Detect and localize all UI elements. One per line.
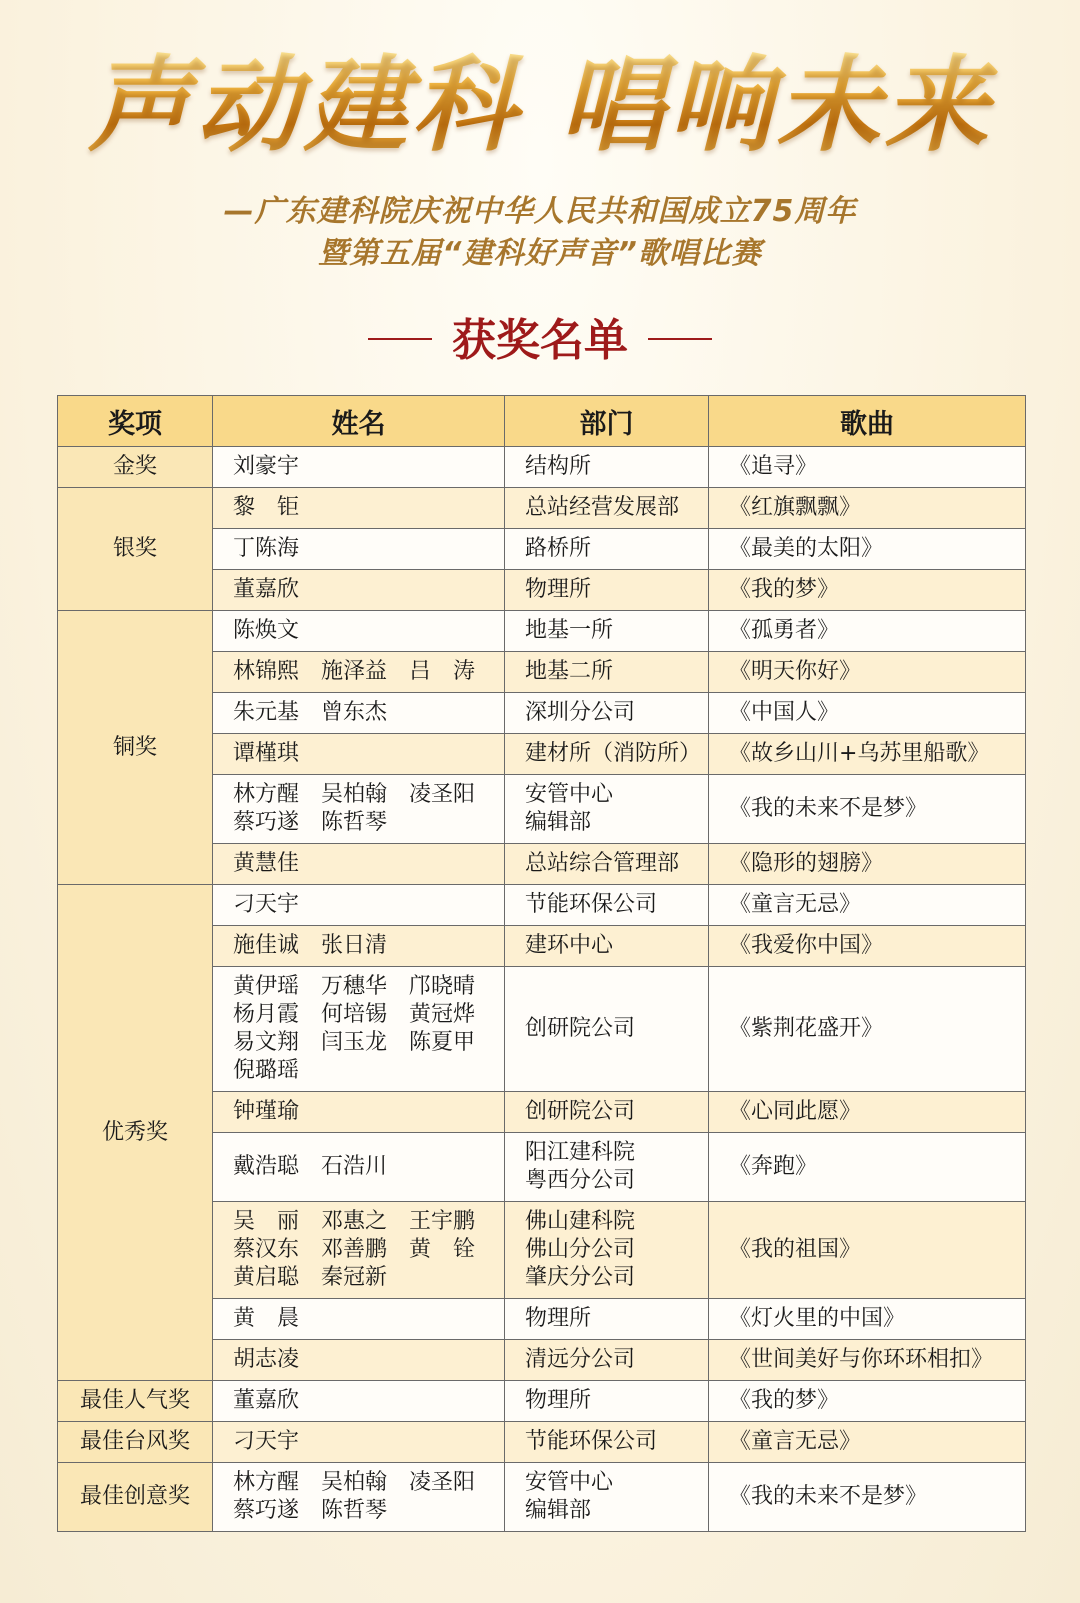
department-cell [505, 652, 709, 693]
name-cell [213, 885, 505, 926]
department-cell [505, 447, 709, 488]
name-cell [213, 447, 505, 488]
table-row [58, 1381, 1026, 1422]
name-line: 杨月霞 何培锡 黄冠烨 [233, 1002, 476, 1027]
name-cell [213, 1422, 505, 1463]
name-line: 黄慧佳 [233, 851, 300, 876]
department-cell [505, 570, 709, 611]
table-header-row [58, 396, 1026, 447]
header-song: 歌曲 [709, 396, 1026, 447]
song-cell: 《明天你好》 [709, 652, 1026, 693]
song-cell: 《我爱你中国》 [709, 926, 1026, 967]
table-row [58, 1422, 1026, 1463]
list-heading [0, 304, 1080, 368]
name-cell [213, 611, 505, 652]
name-line: 林锦熙 施泽益 吕 涛 [233, 659, 476, 684]
name-cell [213, 1133, 505, 1202]
department-cell [505, 611, 709, 652]
name-line: 蔡汉东 邓善鹏 黄 铨 [233, 1237, 476, 1262]
name-cell [213, 734, 505, 775]
department-cell [505, 1463, 709, 1532]
name-cell [213, 488, 505, 529]
department-cell [505, 1340, 709, 1381]
name-cell [213, 1340, 505, 1381]
name-line: 黄启聪 秦冠新 [233, 1265, 388, 1290]
department-line: 物理所 [525, 577, 592, 602]
name-line: 黄 晨 [233, 1306, 300, 1331]
department-cell [505, 1092, 709, 1133]
department-cell [505, 1299, 709, 1340]
song-cell: 《心同此愿》 [709, 1092, 1026, 1133]
department-cell [505, 844, 709, 885]
name-line: 胡志凌 [233, 1347, 300, 1372]
song-cell: 《追寻》 [709, 447, 1026, 488]
department-line: 地基二所 [525, 659, 614, 684]
heading-dash-right [648, 338, 712, 340]
name-line: 施佳诚 张日清 [233, 933, 388, 958]
name-cell [213, 570, 505, 611]
department-line: 物理所 [525, 1388, 592, 1413]
header-award: 奖项 [58, 396, 213, 447]
name-line: 陈焕文 [233, 618, 300, 643]
name-line: 谭槿琪 [233, 741, 300, 766]
department-line: 深圳分公司 [525, 700, 636, 725]
header-department: 部门 [505, 396, 709, 447]
name-line: 丁陈海 [233, 536, 300, 561]
name-cell [213, 775, 505, 844]
song-cell: 《灯火里的中国》 [709, 1299, 1026, 1340]
award-cell: 最佳创意奖 [58, 1463, 213, 1532]
name-line: 蔡巧遂 陈哲琴 [233, 810, 388, 835]
banner-title: 声动建科 唱响未来 [0, 40, 1080, 170]
table-row [58, 447, 1026, 488]
name-cell [213, 1299, 505, 1340]
name-line: 董嘉欣 [233, 1388, 300, 1413]
song-cell: 《我的未来不是梦》 [709, 775, 1026, 844]
list-title: 获奖名单 [452, 315, 628, 366]
department-cell [505, 693, 709, 734]
department-line: 总站经营发展部 [525, 495, 680, 520]
name-line: 吴 丽 邓惠之 王宇鹏 [233, 1209, 476, 1234]
table-row [58, 488, 1026, 529]
department-line: 肇庆分公司 [525, 1265, 636, 1290]
department-line: 清远分公司 [525, 1347, 636, 1372]
name-line: 蔡巧遂 陈哲琴 [233, 1498, 388, 1523]
award-cell: 铜奖 [58, 611, 213, 885]
subtitle-line-2: 暨第五届“建科好声音”歌唱比赛 [318, 236, 762, 271]
table-row [58, 885, 1026, 926]
name-cell [213, 844, 505, 885]
award-cell: 银奖 [58, 488, 213, 611]
department-cell [505, 885, 709, 926]
name-line: 戴浩聪 石浩川 [233, 1154, 388, 1179]
department-line: 创研院公司 [525, 1099, 636, 1124]
table-row [58, 1463, 1026, 1532]
department-cell [505, 926, 709, 967]
department-line: 总站综合管理部 [525, 851, 680, 876]
name-line: 钟瑾瑜 [233, 1099, 300, 1124]
department-line: 节能环保公司 [525, 892, 658, 917]
award-cell: 最佳人气奖 [58, 1381, 213, 1422]
name-cell [213, 1381, 505, 1422]
heading-dash-left [368, 338, 432, 340]
department-line: 安管中心 [525, 782, 614, 807]
header-name: 姓名 [213, 396, 505, 447]
award-cell: 金奖 [58, 447, 213, 488]
name-cell [213, 1463, 505, 1532]
department-cell [505, 488, 709, 529]
department-line: 地基一所 [525, 618, 614, 643]
department-cell [505, 1422, 709, 1463]
department-line: 佛山建科院 [525, 1209, 636, 1234]
name-cell [213, 1092, 505, 1133]
department-cell [505, 775, 709, 844]
table-row [58, 611, 1026, 652]
name-line: 倪璐瑶 [233, 1058, 300, 1083]
department-cell [505, 1133, 709, 1202]
song-cell: 《童言无忌》 [709, 885, 1026, 926]
department-line: 创研院公司 [525, 1016, 636, 1041]
song-cell: 《我的梦》 [709, 570, 1026, 611]
song-cell: 《我的未来不是梦》 [709, 1463, 1026, 1532]
department-cell [505, 967, 709, 1092]
song-cell: 《我的梦》 [709, 1381, 1026, 1422]
song-cell: 《童言无忌》 [709, 1422, 1026, 1463]
name-line: 刘豪宇 [233, 454, 300, 479]
department-cell [505, 1381, 709, 1422]
song-cell: 《故乡山川+乌苏里船歌》 [709, 734, 1026, 775]
department-cell [505, 734, 709, 775]
department-line: 物理所 [525, 1306, 592, 1331]
award-cell: 最佳台风奖 [58, 1422, 213, 1463]
department-line: 节能环保公司 [525, 1429, 658, 1454]
name-cell [213, 529, 505, 570]
subtitle-line-1: —广东建科院庆祝中华人民共和国成立75周年 [223, 194, 857, 229]
song-cell: 《世间美好与你环环相扣》 [709, 1340, 1026, 1381]
name-line: 林方醒 吴柏翰 凌圣阳 [233, 782, 476, 807]
name-line: 易文翔 闫玉龙 陈夏甲 [233, 1030, 476, 1055]
song-cell: 《奔跑》 [709, 1133, 1026, 1202]
song-cell: 《我的祖国》 [709, 1202, 1026, 1299]
name-line: 刁天宇 [233, 892, 300, 917]
name-cell [213, 926, 505, 967]
name-cell [213, 1202, 505, 1299]
award-cell: 优秀奖 [58, 885, 213, 1381]
department-line: 建环中心 [525, 933, 614, 958]
song-cell: 《红旗飘飘》 [709, 488, 1026, 529]
department-line: 阳江建科院 [525, 1140, 636, 1165]
name-cell [213, 652, 505, 693]
name-cell [213, 693, 505, 734]
name-line: 董嘉欣 [233, 577, 300, 602]
name-line: 朱元基 曾东杰 [233, 700, 388, 725]
song-cell: 《紫荆花盛开》 [709, 967, 1026, 1092]
department-line: 编辑部 [525, 1498, 592, 1523]
song-cell: 《孤勇者》 [709, 611, 1026, 652]
awards-table [57, 395, 1026, 1532]
department-cell [505, 529, 709, 570]
song-cell: 《最美的太阳》 [709, 529, 1026, 570]
department-line: 安管中心 [525, 1470, 614, 1495]
song-cell: 《隐形的翅膀》 [709, 844, 1026, 885]
department-line: 建材所（消防所） [525, 741, 702, 766]
department-cell [505, 1202, 709, 1299]
song-cell: 《中国人》 [709, 693, 1026, 734]
name-cell [213, 967, 505, 1092]
department-line: 佛山分公司 [525, 1237, 636, 1262]
department-line: 编辑部 [525, 810, 592, 835]
department-line: 粤西分公司 [525, 1168, 636, 1193]
name-line: 黎 钜 [233, 495, 300, 520]
name-line: 黄伊瑶 万穗华 邝晓晴 [233, 974, 476, 999]
name-line: 刁天宇 [233, 1429, 300, 1454]
department-line: 路桥所 [525, 536, 592, 561]
name-line: 林方醒 吴柏翰 凌圣阳 [233, 1470, 476, 1495]
department-line: 结构所 [525, 454, 592, 479]
